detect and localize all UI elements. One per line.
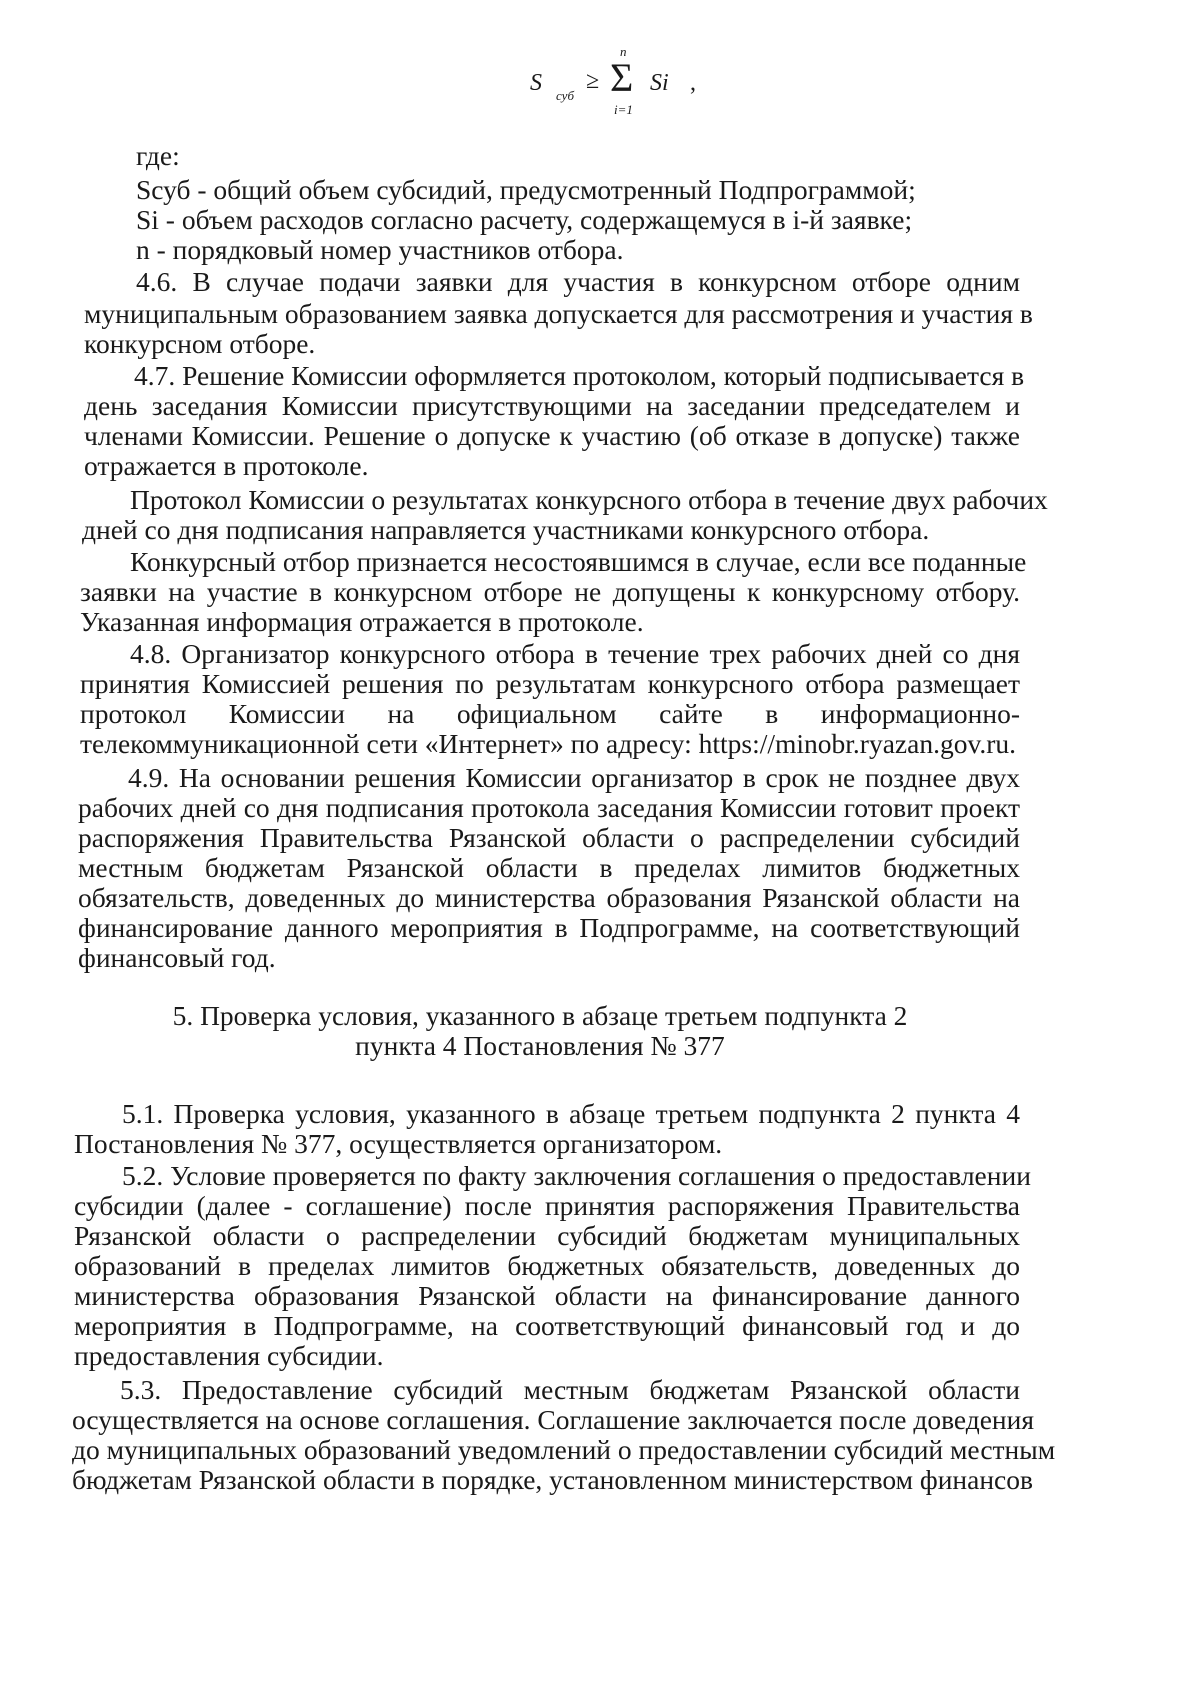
text-line: 4.6. В случае подачи заявки для участия в конкурсном отборе одним bbox=[136, 266, 1020, 297]
text-line: отражается в протоколе. bbox=[84, 450, 369, 481]
text-line: 4.7. Решение Комиссии оформляется протоколом, который подписывается в bbox=[134, 360, 1025, 391]
text-line: до муниципальных образований уведомлений о предоставлении субсидий местным bbox=[72, 1434, 1056, 1465]
text-line: день заседания Комиссии присутствующими на заседании председателем и bbox=[84, 390, 1020, 421]
formula-sum-lower: i=1 bbox=[614, 102, 633, 117]
text-line: членами Комиссии. Решение о допуске к участию (об отказе в допуске) также bbox=[84, 420, 1020, 451]
text-line: финансирование данного мероприятия в Подпрограмме, на соответствующий bbox=[78, 912, 1020, 943]
text-line: предоставления субсидии. bbox=[74, 1340, 384, 1371]
text-line: Si - объем расходов согласно расчету, содержащемуся в i-й заявке; bbox=[136, 204, 913, 235]
text-line: распоряжения Правительства Рязанской области о распределении субсидий bbox=[78, 822, 1020, 853]
text-line: Рязанской области о распределении субсидий бюджетам муниципальных bbox=[74, 1220, 1020, 1251]
text-line: 4.9. На основании решения Комиссии организатор в срок не позднее двух bbox=[128, 762, 1020, 793]
text-line: осуществляется на основе соглашения. Соглашение заключается после доведения bbox=[72, 1404, 1035, 1435]
section-heading: пункта 4 Постановления № 377 bbox=[355, 1030, 725, 1061]
text-line: 5.1. Проверка условия, указанного в абзаце третьем подпункта 2 пункта 4 bbox=[122, 1098, 1020, 1129]
text-line: принятия Комиссией решения по результатам конкурсного отбора размещает bbox=[80, 668, 1020, 699]
text-line: рабочих дней со дня подписания протокола заседания Комиссии готовит проект bbox=[78, 792, 1020, 823]
text-line: 5.3. Предоставление субсидий местным бюджетам Рязанской области bbox=[120, 1374, 1020, 1405]
subsidy-formula bbox=[530, 44, 750, 128]
text-line: местным бюджетам Рязанской области в пределах лимитов бюджетных bbox=[78, 852, 1020, 883]
text-line: Протокол Комиссии о результатах конкурсного отбора в течение двух рабочих bbox=[130, 484, 1048, 515]
text-line: конкурсном отборе. bbox=[84, 328, 316, 359]
text-line: Sсуб - общий объем субсидий, предусмотренный Подпрограммой; bbox=[136, 174, 916, 205]
text-line: финансовый год. bbox=[78, 942, 276, 973]
text-line: бюджетам Рязанской области в порядке, установленном министерством финансов bbox=[72, 1464, 1033, 1495]
formula-rhs: Si bbox=[650, 70, 669, 96]
text-line: субсидии (далее - соглашение) после принятия распоряжения Правительства bbox=[74, 1190, 1020, 1221]
formula-lhs-subscript: суб bbox=[556, 88, 574, 103]
text-line: министерства образования Рязанской области на финансирование данного bbox=[74, 1280, 1020, 1311]
text-line: телекоммуникационной сети «Интернет» по адресу: https://minobr.ryazan.gov.ru. bbox=[80, 728, 1017, 759]
formula-lhs: S bbox=[530, 70, 542, 96]
text-line: дней со дня подписания направляется участниками конкурсного отбора. bbox=[82, 514, 930, 545]
text-line: где: bbox=[136, 140, 180, 171]
text-line: 4.8. Организатор конкурсного отбора в течение трех рабочих дней со дня bbox=[130, 638, 1020, 669]
text-line: образований в пределах лимитов бюджетных обязательств, доведенных до bbox=[74, 1250, 1020, 1281]
text-line: 5.2. Условие проверяется по факту заключения соглашения о предоставлении bbox=[122, 1160, 1031, 1191]
text-line: Постановления № 377, осуществляется организатором. bbox=[74, 1128, 723, 1159]
text-line: Указанная информация отражается в протоколе. bbox=[80, 606, 644, 637]
text-line: мероприятия в Подпрограмме, на соответствующий финансовый год и до bbox=[74, 1310, 1020, 1341]
formula-sum-upper: n bbox=[620, 44, 627, 59]
text-line: обязательств, доведенных до министерства образования Рязанской области на bbox=[78, 882, 1020, 913]
formula-sigma: Σ bbox=[610, 55, 634, 100]
formula-operator: ≥ bbox=[586, 68, 600, 94]
text-line: муниципальным образованием заявка допускается для рассмотрения и участия в bbox=[84, 298, 1033, 329]
text-line: Конкурсный отбор признается несостоявшимся в случае, если все поданные bbox=[130, 546, 1027, 577]
text-line: n - порядковый номер участников отбора. bbox=[136, 234, 624, 265]
text-line: заявки на участие в конкурсном отборе не допущены к конкурсному отбору. bbox=[80, 576, 1020, 607]
text-line: протокол Комиссии на официальном сайте в информационно- bbox=[80, 698, 1020, 729]
section-heading: 5. Проверка условия, указанного в абзаце третьем подпункта 2 bbox=[172, 1000, 908, 1031]
formula-comma: , bbox=[690, 70, 696, 96]
